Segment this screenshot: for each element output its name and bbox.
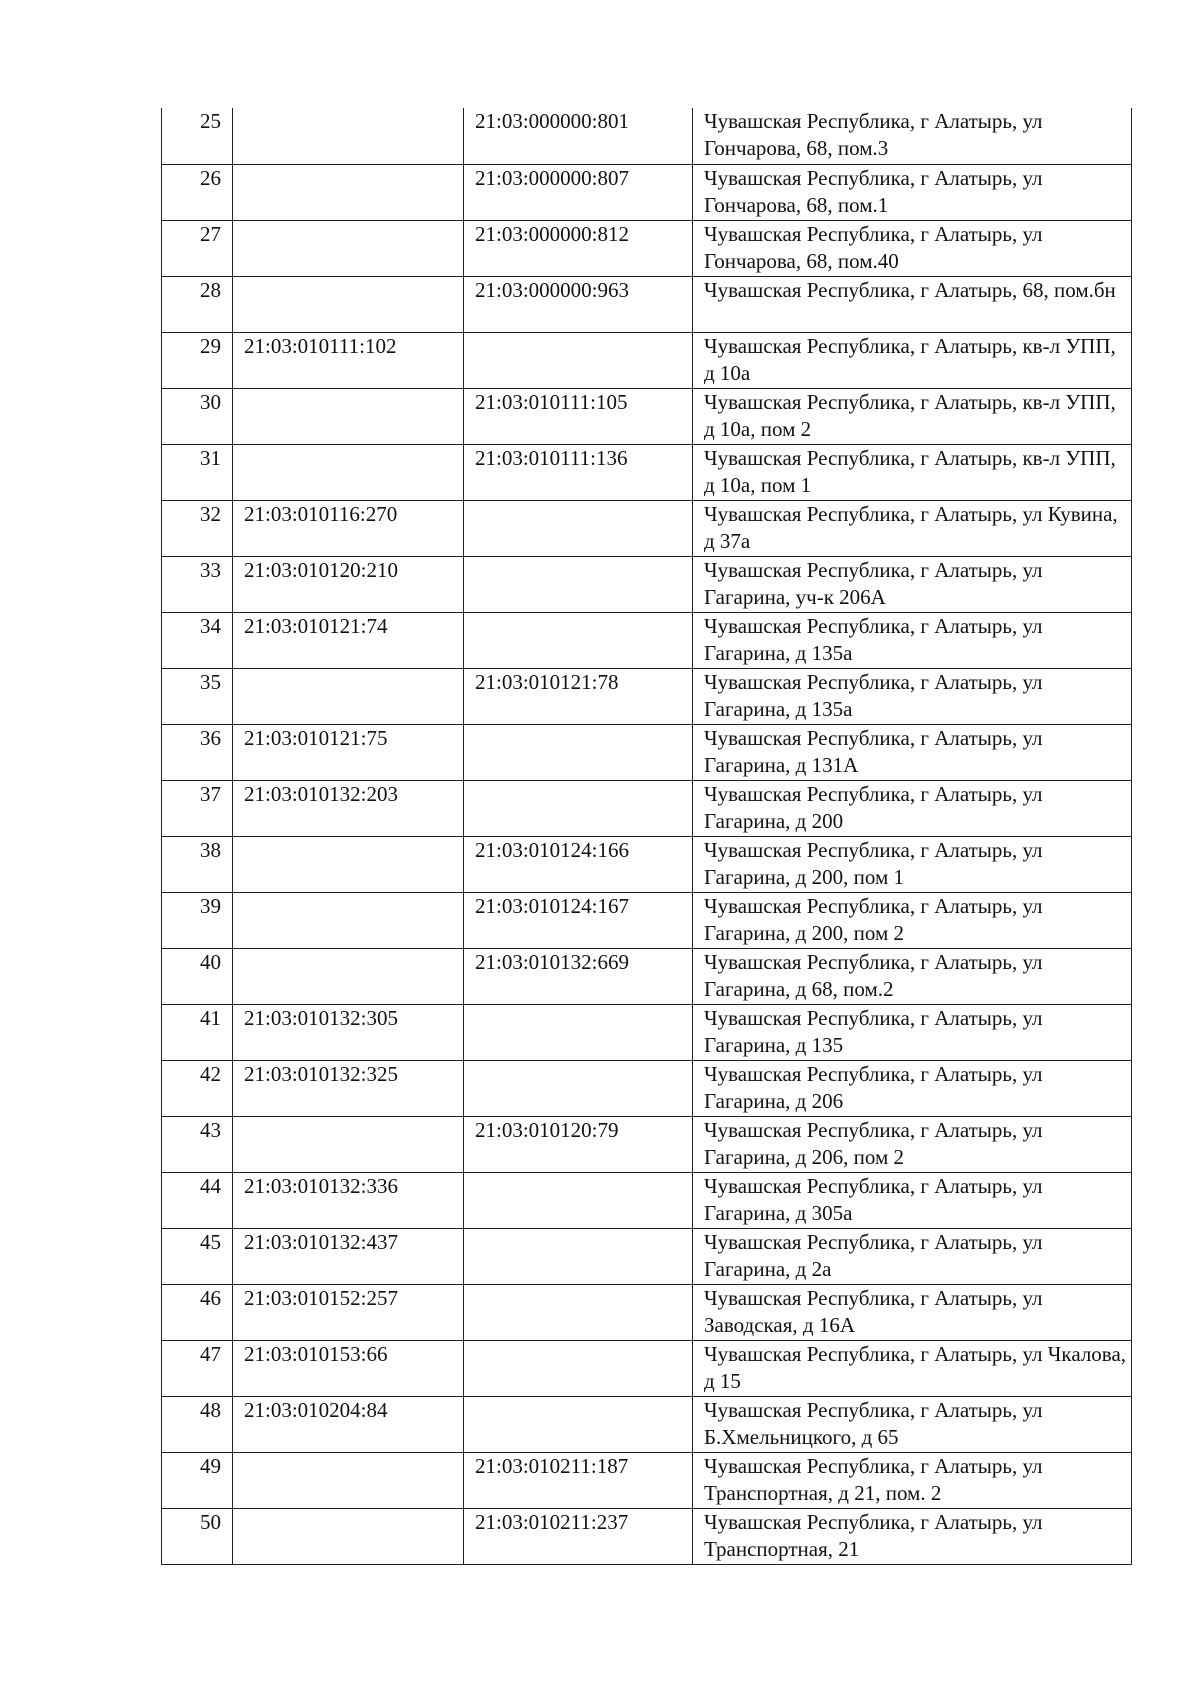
table-row <box>162 1228 1132 1284</box>
building-cadastral-number: 21:03:010111:136 <box>475 445 628 470</box>
row-number-cell <box>162 948 233 1004</box>
land-cadastral-number: 21:03:010153:66 <box>244 1341 388 1366</box>
table-row <box>162 1340 1132 1396</box>
address-cell <box>693 780 1132 836</box>
address-cell <box>693 276 1132 332</box>
building-cadastral-number-cell <box>464 948 693 1004</box>
address-text: Чувашская Республика, г Алатырь, ул Транспортная, 21 <box>704 1509 1043 1561</box>
table-row <box>162 388 1132 444</box>
land-cadastral-number-cell <box>233 612 464 668</box>
land-cadastral-number-cell <box>233 1340 464 1396</box>
row-number-cell <box>162 1340 233 1396</box>
building-cadastral-number: 21:03:000000:963 <box>475 277 630 302</box>
row-number: 28 <box>200 277 221 302</box>
row-number: 40 <box>200 949 221 974</box>
building-cadastral-number: 21:03:010211:237 <box>475 1509 629 1534</box>
table-row <box>162 108 1132 164</box>
land-cadastral-number-cell <box>233 1172 464 1228</box>
table-row <box>162 1060 1132 1116</box>
address-cell <box>693 1340 1132 1396</box>
land-cadastral-number-cell <box>233 1060 464 1116</box>
row-number-cell <box>162 612 233 668</box>
row-number-cell <box>162 1284 233 1340</box>
row-number-cell <box>162 892 233 948</box>
row-number: 45 <box>200 1229 221 1254</box>
address-text: Чувашская Республика, г Алатырь, ул Гагарина, д 135а <box>704 669 1043 721</box>
address-text: Чувашская Республика, г Алатырь, ул Чкалова, д 15 <box>704 1341 1127 1393</box>
building-cadastral-number-cell <box>464 724 693 780</box>
row-number: 27 <box>200 221 221 246</box>
address-cell <box>693 836 1132 892</box>
land-cadastral-number-cell <box>233 556 464 612</box>
address-text: Чувашская Республика, г Алатырь, ул Гагарина, д 131А <box>704 725 1043 777</box>
row-number-cell <box>162 1172 233 1228</box>
building-cadastral-number: 21:03:000000:812 <box>475 221 630 246</box>
row-number-cell <box>162 108 233 164</box>
land-cadastral-number-cell <box>233 948 464 1004</box>
address-cell <box>693 724 1132 780</box>
building-cadastral-number-cell <box>464 276 693 332</box>
address-text: Чувашская Республика, г Алатырь, ул Гагарина, уч-к 206А <box>704 557 1043 609</box>
address-cell <box>693 948 1132 1004</box>
building-cadastral-number: 21:03:010111:105 <box>475 389 628 414</box>
land-cadastral-number-cell <box>233 780 464 836</box>
row-number: 34 <box>200 613 221 638</box>
building-cadastral-number-cell <box>464 1116 693 1172</box>
row-number-cell <box>162 332 233 388</box>
land-cadastral-number-cell <box>233 1284 464 1340</box>
address-text: Чувашская Республика, г Алатырь, ул Б.Хмельницкого, д 65 <box>704 1397 1043 1449</box>
building-cadastral-number: 21:03:010132:669 <box>475 949 630 974</box>
row-number: 42 <box>200 1061 221 1086</box>
land-cadastral-number: 21:03:010120:210 <box>244 557 399 582</box>
land-cadastral-number: 21:03:010111:102 <box>244 333 397 358</box>
table-row <box>162 1508 1132 1564</box>
row-number: 26 <box>200 165 221 190</box>
land-cadastral-number-cell <box>233 1116 464 1172</box>
row-number-cell <box>162 836 233 892</box>
table-row <box>162 164 1132 220</box>
table-row <box>162 276 1132 332</box>
address-cell <box>693 556 1132 612</box>
building-cadastral-number-cell <box>464 332 693 388</box>
row-number: 32 <box>200 501 221 526</box>
address-text: Чувашская Республика, г Алатырь, ул Гагарина, д 200, пом 1 <box>704 837 1043 889</box>
building-cadastral-number: 21:03:010211:187 <box>475 1453 629 1478</box>
address-text: Чувашская Республика, г Алатырь, кв-л УПП, д 10а, пом 1 <box>704 445 1116 497</box>
address-cell <box>693 444 1132 500</box>
registry-table-body <box>162 108 1132 1564</box>
building-cadastral-number-cell <box>464 388 693 444</box>
address-cell <box>693 1004 1132 1060</box>
land-cadastral-number-cell <box>233 724 464 780</box>
land-cadastral-number-cell <box>233 668 464 724</box>
address-text: Чувашская Республика, г Алатырь, ул Гагарина, д 135 <box>704 1005 1043 1057</box>
row-number-cell <box>162 1060 233 1116</box>
address-text: Чувашская Республика, г Алатырь, ул Гагарина, д 2а <box>704 1229 1043 1281</box>
land-cadastral-number-cell <box>233 1396 464 1452</box>
land-cadastral-number: 21:03:010132:305 <box>244 1005 399 1030</box>
row-number: 37 <box>200 781 221 806</box>
address-cell <box>693 332 1132 388</box>
table-row <box>162 1004 1132 1060</box>
building-cadastral-number: 21:03:010120:79 <box>475 1117 619 1142</box>
table-row <box>162 612 1132 668</box>
land-cadastral-number: 21:03:010204:84 <box>244 1397 388 1422</box>
building-cadastral-number: 21:03:000000:801 <box>475 109 630 133</box>
row-number-cell <box>162 556 233 612</box>
row-number-cell <box>162 1004 233 1060</box>
address-text: Чувашская Республика, г Алатырь, кв-л УПП, д 10а, пом 2 <box>704 389 1116 441</box>
row-number-cell <box>162 668 233 724</box>
address-cell <box>693 1508 1132 1564</box>
row-number: 41 <box>200 1005 221 1030</box>
row-number: 30 <box>200 389 221 414</box>
table-row <box>162 332 1132 388</box>
land-cadastral-number: 21:03:010132:437 <box>244 1229 399 1254</box>
address-cell <box>693 1172 1132 1228</box>
building-cadastral-number-cell <box>464 780 693 836</box>
address-cell <box>693 388 1132 444</box>
table-row <box>162 220 1132 276</box>
address-text: Чувашская Республика, г Алатырь, ул Гагарина, д 200 <box>704 781 1043 833</box>
address-cell <box>693 1284 1132 1340</box>
building-cadastral-number: 21:03:010121:78 <box>475 669 619 694</box>
land-cadastral-number-cell <box>233 332 464 388</box>
row-number: 38 <box>200 837 221 862</box>
row-number: 25 <box>200 109 221 133</box>
row-number-cell <box>162 780 233 836</box>
land-cadastral-number-cell <box>233 1508 464 1564</box>
table-row <box>162 892 1132 948</box>
land-cadastral-number-cell <box>233 276 464 332</box>
building-cadastral-number-cell <box>464 1396 693 1452</box>
table-row <box>162 1396 1132 1452</box>
address-text: Чувашская Республика, г Алатырь, ул Кувина, д 37а <box>704 501 1118 553</box>
land-cadastral-number: 21:03:010132:336 <box>244 1173 399 1198</box>
address-text: Чувашская Республика, г Алатырь, ул Гагарина, д 305а <box>704 1173 1043 1225</box>
table-row <box>162 1172 1132 1228</box>
building-cadastral-number-cell <box>464 500 693 556</box>
address-cell <box>693 892 1132 948</box>
row-number-cell <box>162 444 233 500</box>
building-cadastral-number-cell <box>464 1172 693 1228</box>
row-number: 46 <box>200 1285 221 1310</box>
row-number: 31 <box>200 445 221 470</box>
row-number-cell <box>162 220 233 276</box>
address-cell <box>693 1228 1132 1284</box>
building-cadastral-number-cell <box>464 1508 693 1564</box>
land-cadastral-number-cell <box>233 892 464 948</box>
table-row <box>162 1116 1132 1172</box>
land-cadastral-number-cell <box>233 836 464 892</box>
address-text: Чувашская Республика, г Алатырь, ул Заводская, д 16А <box>704 1285 1043 1337</box>
address-text: Чувашская Республика, г Алатырь, кв-л УПП, д 10а <box>704 333 1116 385</box>
property-registry-table <box>161 108 1132 1565</box>
building-cadastral-number-cell <box>464 668 693 724</box>
table-row <box>162 780 1132 836</box>
row-number-cell <box>162 1228 233 1284</box>
address-text: Чувашская Республика, г Алатырь, ул Гончарова, 68, пом.1 <box>704 165 1043 217</box>
table-row <box>162 948 1132 1004</box>
address-text: Чувашская Республика, г Алатырь, ул Гагарина, д 135а <box>704 613 1043 665</box>
building-cadastral-number-cell <box>464 164 693 220</box>
row-number: 35 <box>200 669 221 694</box>
land-cadastral-number-cell <box>233 164 464 220</box>
table-row <box>162 500 1132 556</box>
row-number-cell <box>162 388 233 444</box>
building-cadastral-number-cell <box>464 1340 693 1396</box>
land-cadastral-number-cell <box>233 220 464 276</box>
building-cadastral-number-cell <box>464 1060 693 1116</box>
land-cadastral-number: 21:03:010132:325 <box>244 1061 399 1086</box>
address-text: Чувашская Республика, г Алатырь, ул Гагарина, д 206, пом 2 <box>704 1117 1043 1169</box>
row-number: 43 <box>200 1117 221 1142</box>
address-cell <box>693 1060 1132 1116</box>
land-cadastral-number-cell <box>233 1228 464 1284</box>
address-cell <box>693 612 1132 668</box>
building-cadastral-number-cell <box>464 612 693 668</box>
address-text: Чувашская Республика, г Алатырь, ул Гагарина, д 68, пом.2 <box>704 949 1043 1001</box>
building-cadastral-number-cell <box>464 1228 693 1284</box>
row-number-cell <box>162 1452 233 1508</box>
land-cadastral-number-cell <box>233 108 464 164</box>
building-cadastral-number-cell <box>464 1004 693 1060</box>
land-cadastral-number-cell <box>233 388 464 444</box>
building-cadastral-number-cell <box>464 108 693 164</box>
address-text: Чувашская Республика, г Алатырь, ул Транспортная, д 21, пом. 2 <box>704 1453 1043 1505</box>
address-cell <box>693 108 1132 164</box>
row-number-cell <box>162 164 233 220</box>
row-number: 44 <box>200 1173 221 1198</box>
address-cell <box>693 164 1132 220</box>
building-cadastral-number-cell <box>464 444 693 500</box>
building-cadastral-number: 21:03:010124:166 <box>475 837 630 862</box>
building-cadastral-number-cell <box>464 220 693 276</box>
land-cadastral-number: 21:03:010121:75 <box>244 725 388 750</box>
address-cell <box>693 1452 1132 1508</box>
land-cadastral-number-cell <box>233 444 464 500</box>
land-cadastral-number: 21:03:010121:74 <box>244 613 388 638</box>
land-cadastral-number-cell <box>233 1004 464 1060</box>
table-row <box>162 668 1132 724</box>
address-text: Чувашская Республика, г Алатырь, ул Гагарина, д 206 <box>704 1061 1043 1113</box>
address-text: Чувашская Республика, г Алатырь, ул Гончарова, 68, пом.40 <box>704 221 1043 273</box>
building-cadastral-number: 21:03:010124:167 <box>475 893 630 918</box>
row-number-cell <box>162 500 233 556</box>
table-row <box>162 836 1132 892</box>
table-row <box>162 556 1132 612</box>
row-number: 48 <box>200 1397 221 1422</box>
address-cell <box>693 1396 1132 1452</box>
land-cadastral-number: 21:03:010132:203 <box>244 781 399 806</box>
row-number-cell <box>162 1508 233 1564</box>
address-text: Чувашская Республика, г Алатырь, ул Гончарова, 68, пом.3 <box>704 109 1043 160</box>
row-number-cell <box>162 724 233 780</box>
land-cadastral-number-cell <box>233 1452 464 1508</box>
address-cell <box>693 500 1132 556</box>
land-cadastral-number-cell <box>233 500 464 556</box>
building-cadastral-number-cell <box>464 1284 693 1340</box>
address-text: Чувашская Республика, г Алатырь, 68, пом.бн <box>704 277 1116 302</box>
building-cadastral-number: 21:03:000000:807 <box>475 165 630 190</box>
building-cadastral-number-cell <box>464 836 693 892</box>
building-cadastral-number-cell <box>464 1452 693 1508</box>
row-number: 39 <box>200 893 221 918</box>
address-cell <box>693 1116 1132 1172</box>
table-row <box>162 724 1132 780</box>
building-cadastral-number-cell <box>464 556 693 612</box>
table-row <box>162 1452 1132 1508</box>
row-number: 33 <box>200 557 221 582</box>
land-cadastral-number: 21:03:010116:270 <box>244 501 398 526</box>
land-cadastral-number: 21:03:010152:257 <box>244 1285 399 1310</box>
address-cell <box>693 220 1132 276</box>
row-number-cell <box>162 1396 233 1452</box>
table-row <box>162 444 1132 500</box>
row-number: 49 <box>200 1453 221 1478</box>
row-number: 29 <box>200 333 221 358</box>
address-cell <box>693 668 1132 724</box>
address-text: Чувашская Республика, г Алатырь, ул Гагарина, д 200, пом 2 <box>704 893 1043 945</box>
row-number: 36 <box>200 725 221 750</box>
row-number: 47 <box>200 1341 221 1366</box>
row-number: 50 <box>200 1509 221 1534</box>
row-number-cell <box>162 276 233 332</box>
table-row <box>162 1284 1132 1340</box>
building-cadastral-number-cell <box>464 892 693 948</box>
row-number-cell <box>162 1116 233 1172</box>
